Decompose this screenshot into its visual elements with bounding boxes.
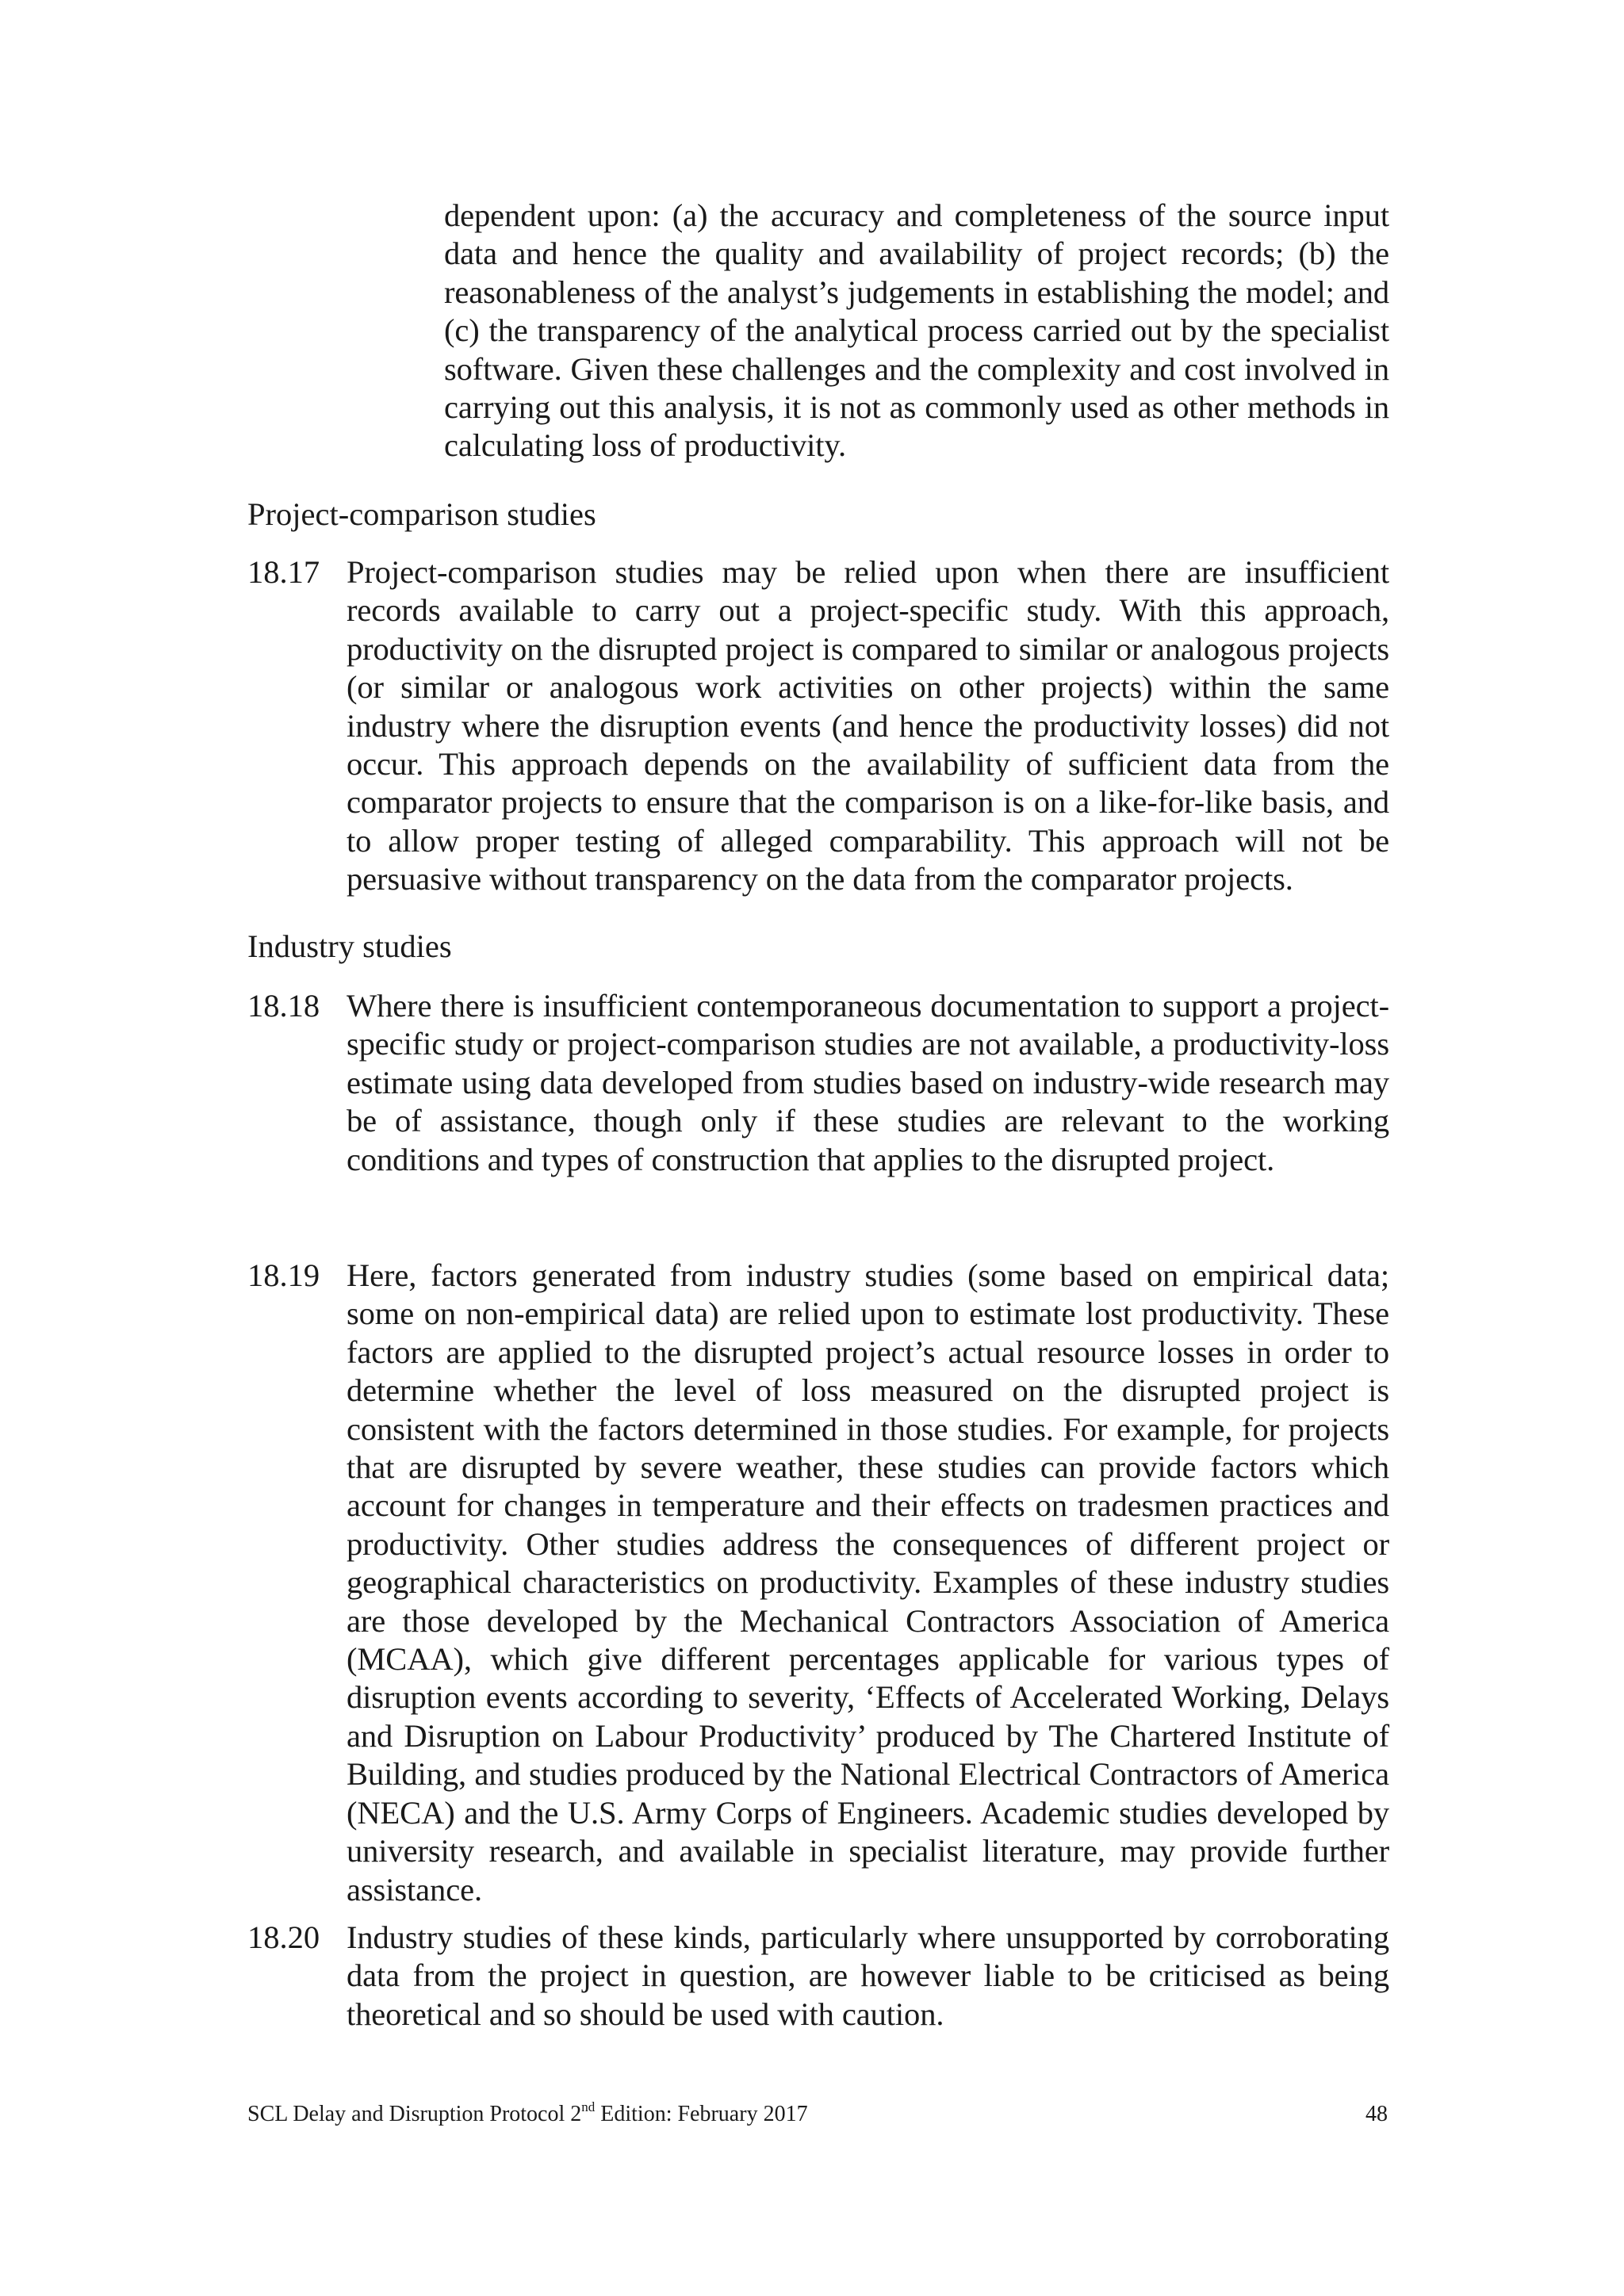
footer-page-number: 48 — [1365, 2102, 1388, 2126]
paragraph-18-20: Industry studies of these kinds, particularly where unsupported by corroborating data from the project in question, are however liable to be criticised as being theoretical and so should be used with caution. — [347, 1919, 1389, 2032]
paragraph-18-17: Project-comparison studies may be relied upon when there are insufficient records available to carry out a project-specific study. With this approach, productivity on the disrupted project is compared to similar or analogous projects (or similar or analogous work activities on other projects) within the same industry where the disruption events (and hence the productivity losses) did not occur. This approach depends on the availability of sufficient data from the comparator projects to ensure that the comparison is on a like-for-like basis, and to allow proper testing of alleged comparability. This approach will not be persuasive without transparency on the data from the comparator projects. — [347, 554, 1389, 897]
paragraph-number-18-20: 18.20 — [247, 1919, 320, 1955]
paragraph-18-19: Here, factors generated from industry studies (some based on empirical data; some on non-empirical data) are relied upon to estimate lost productivity. These factors are applied to the disrupted project’s actual resource losses in order to determine whether the level of loss measured on the disrupted project is consistent with the factors determined in those studies. For example, for projects that are disrupted by severe weather, these studies can provide factors which account for changes in temperature and their effects on tradesmen practices and productivity. Other studies address the consequences of different project or geographical characteristics on productivity. Examples of these industry studies are those developed by the Mechanical Contractors Association of America (MCAA), which give different percentages applicable for various types of disruption events according to severity, ‘Effects of Accelerated Working, Delays and Disruption on Labour Productivity’ produced by The Chartered Institute of Building, and studies produced by the National Electrical Contractors of America (NECA) and the U.S. Army Corps of Engineers. Academic studies developed by university research, and available in specialist literature, may provide further assistance. — [347, 1257, 1389, 1908]
footer-title-prefix: SCL Delay and Disruption Protocol 2 — [247, 2102, 582, 2126]
paragraph-number-18-18: 18.18 — [247, 988, 320, 1024]
footer-title-superscript: nd — [581, 2099, 596, 2114]
section-heading-project-comparison: Project-comparison studies — [247, 496, 596, 532]
footer-document-title — [247, 2101, 808, 2128]
section-heading-industry-studies: Industry studies — [247, 928, 452, 964]
paragraph-number-18-19: 18.19 — [247, 1257, 320, 1293]
paragraph-number-18-17: 18.17 — [247, 554, 320, 590]
paragraph-18-18: Where there is insufficient contemporaneous documentation to support a project-specific study or project-comparison studies are not available, a productivity-loss estimate using data developed from studies based on industry-wide research may be of assistance, though only if these studies are relevant to the working conditions and types of construction that applies to the disrupted project. — [347, 988, 1389, 1177]
continuation-paragraph: dependent upon: (a) the accuracy and completeness of the source input data and hence the quality and availability of project records; (b) the reasonableness of the analyst’s judgements in establishing the model; and (c) the transparency of the analytical process carried out by the specialist software. Given these challenges and the complexity and cost involved in carrying out this analysis, it is not as commonly used as other methods in calculating loss of productivity. — [444, 197, 1389, 464]
footer-title-suffix: Edition: February 2017 — [595, 2102, 808, 2126]
